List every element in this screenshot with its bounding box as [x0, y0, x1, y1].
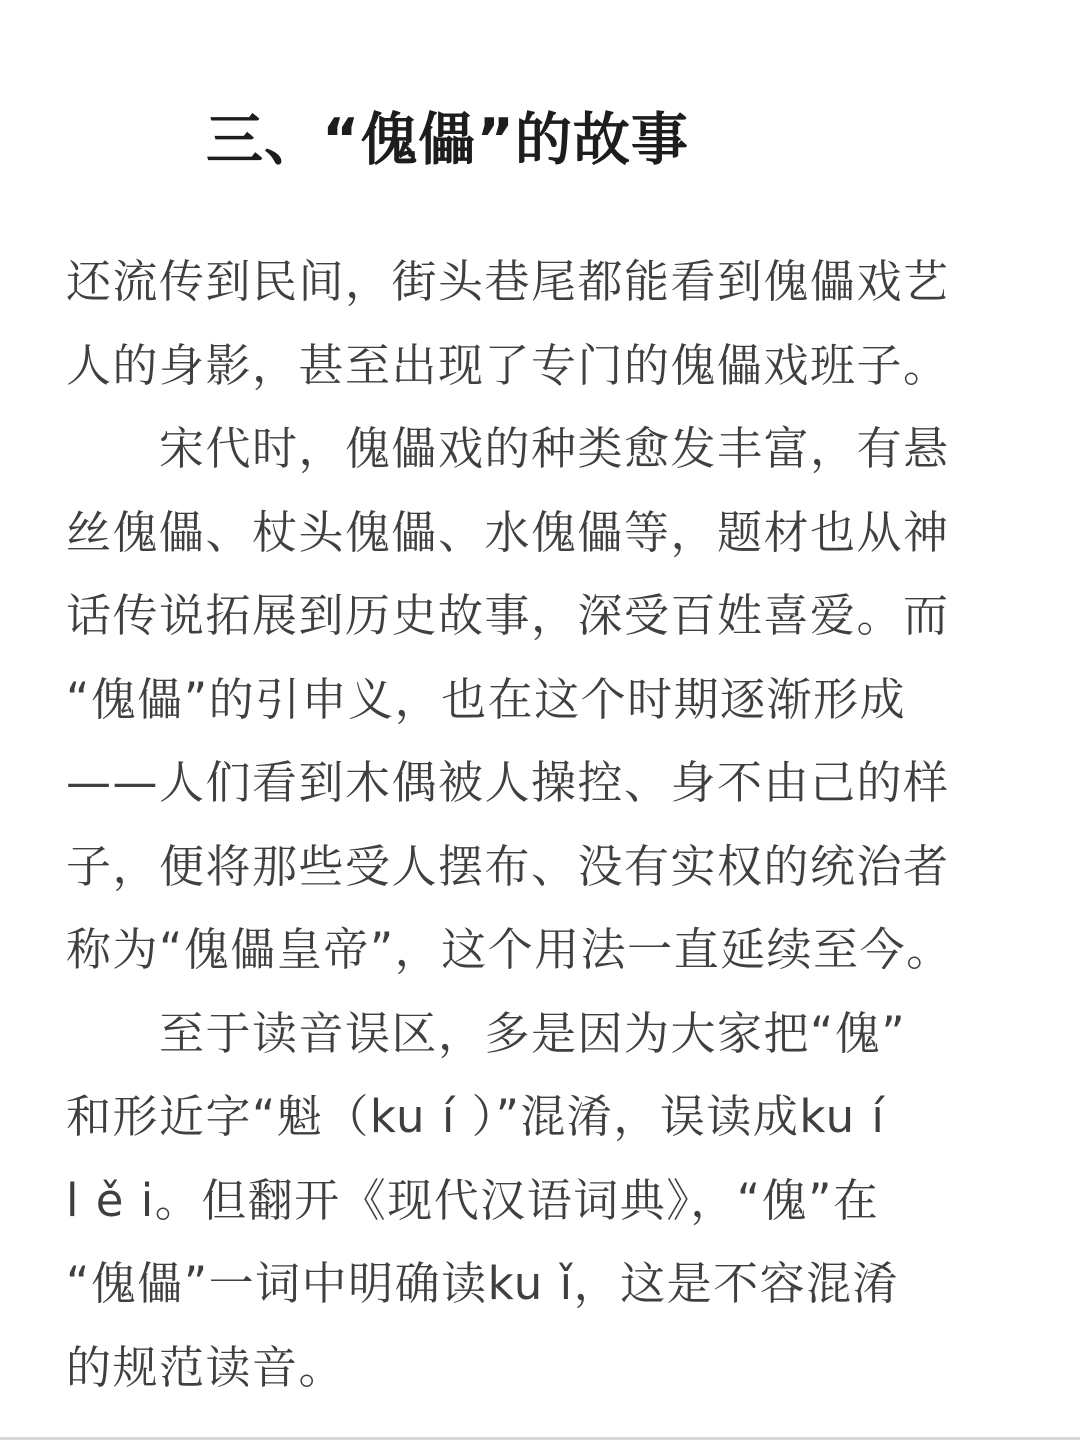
- text-line: “傀儡”的引申义，也在这个时期逐渐形成: [66, 672, 907, 726]
- text-line: “傀儡”一词中明确读ku ǐ，这是不容混淆: [66, 1257, 900, 1310]
- section-title: 三、“傀儡”的故事: [206, 107, 689, 173]
- text-line: 宋代时，傀儡戏的种类愈发丰富，有悬: [66, 422, 950, 475]
- text-line: l ě i。但翻开《现代汉语词典》，“傀”在: [66, 1173, 880, 1227]
- text-line: 人的身影，甚至出现了专门的傀儡戏班子。: [66, 338, 950, 392]
- article-body: [66, 240, 1026, 1409]
- text-line: 子，便将那些受人摆布、没有实权的统治者: [66, 839, 950, 893]
- text-line: 和形近字“魁（ku í ）”混淆，误读成ku í: [66, 1090, 886, 1143]
- text-line: 称为“傀儡皇帝”，这个用法一直延续至今。: [66, 923, 953, 976]
- text-line: 话传说拓展到历史故事，深受百姓喜爱。而: [66, 589, 950, 642]
- text-line: 还流传到民间，街头巷尾都能看到傀儡戏艺: [66, 255, 950, 308]
- text-line: 丝傀儡、杖头傀儡、水傀儡等，题材也从神: [66, 505, 950, 559]
- text-line: 的规范读音。: [66, 1340, 346, 1394]
- text-line: 至于读音误区，多是因为大家把“傀”: [66, 1006, 907, 1060]
- text-line: ——人们看到木偶被人操控、身不由己的样: [66, 756, 950, 809]
